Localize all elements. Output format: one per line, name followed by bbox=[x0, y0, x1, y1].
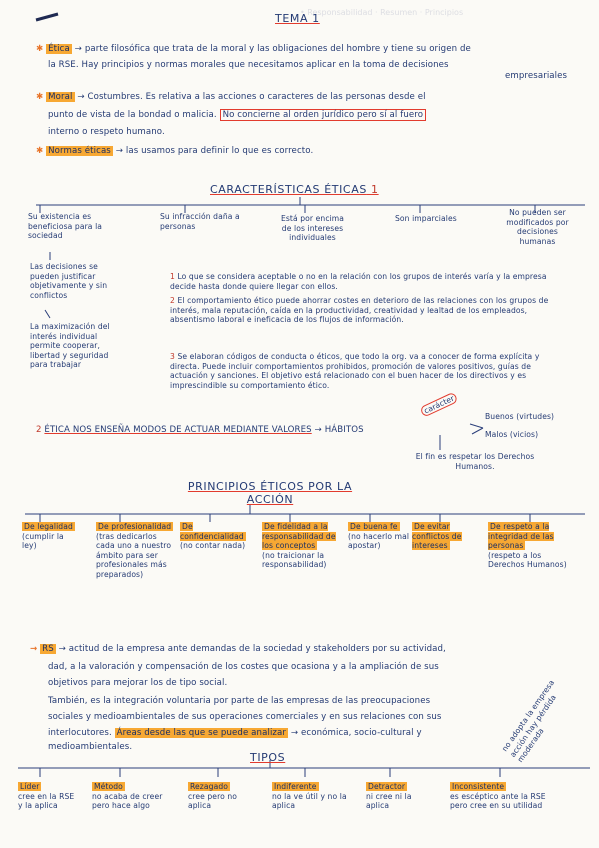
principio-4 bbox=[262, 522, 342, 570]
left-chain-2: La maximización del interés individual permite cooperar, libertad y seguridad para trabajar bbox=[30, 322, 110, 370]
moral-text-2-row bbox=[48, 110, 426, 121]
caracteristicas-heading-num: 1 bbox=[371, 183, 379, 196]
tipo-5-desc: ni cree ni la aplica bbox=[366, 791, 412, 811]
tipo-2-label: Método bbox=[94, 782, 123, 791]
moral-box: No concierne al orden jurídico pero sí al fuero bbox=[220, 109, 426, 121]
moral-text-3: interno o respeto humano. bbox=[48, 127, 165, 137]
tipo-6 bbox=[450, 782, 565, 811]
tipo-4-label: Indiferente bbox=[274, 782, 317, 791]
etica-text-2: la RSE. Hay principios y normas morales que necesitamos aplicar en la toma de decisiones bbox=[48, 60, 449, 70]
principio-3-label: De confidencialidad bbox=[180, 522, 244, 541]
branch-2: Su infracción daña a personas bbox=[160, 212, 240, 231]
caracteristicas-heading-text: CARACTERÍSTICAS ÉTICAS bbox=[210, 183, 367, 196]
principio-4-label: De fidelidad a la responsabilidad de los conceptos bbox=[262, 522, 336, 551]
left-chain-1: Las decisiones se pueden justificar objetivamente y sin conflictos bbox=[30, 262, 108, 300]
tipo-3-label: Rezagado bbox=[190, 782, 228, 791]
etica-definition: ✱ Ética → parte filosófica que trata de la moral y las obligaciones del hombre y tiene su origen de bbox=[36, 44, 471, 54]
principio-3-desc: (no contar nada) bbox=[180, 541, 246, 551]
moral-text-1: Costumbres. Es relativa a las acciones o caracteres de las personas desde el bbox=[87, 92, 426, 102]
tipo-1-label: Líder bbox=[20, 782, 40, 791]
point-1 bbox=[170, 272, 565, 291]
buenos-text: Buenos (virtudes) bbox=[485, 412, 555, 421]
tipo-1 bbox=[18, 782, 78, 811]
habitos-text: HÁBITOS bbox=[324, 425, 364, 435]
tipos-heading: TIPOS bbox=[250, 751, 286, 764]
rs-highlight: Áreas desde las que se puede analizar bbox=[116, 728, 287, 738]
branch-1: Su existencia es beneficiosa para la sociedad bbox=[28, 212, 103, 241]
malos-text: Malos (vicios) bbox=[485, 430, 539, 439]
principio-1-desc: (cumplir la ley) bbox=[22, 531, 64, 551]
principio-6 bbox=[412, 522, 482, 551]
principio-7-label: De respeto a la integridad de las personas bbox=[488, 522, 554, 551]
normas-term: Normas éticas bbox=[48, 146, 111, 156]
rs-term: RS bbox=[42, 644, 54, 654]
moral-text-2: punto de vista de la bondad o malicia. bbox=[48, 110, 217, 120]
tipo-6-label: Inconsistente bbox=[452, 782, 505, 791]
branch-3: Está por encima de los intereses individuales bbox=[280, 214, 345, 243]
fin-text: El fin es respetar los Derechos Humanos. bbox=[415, 452, 535, 471]
point-3-text: Se elaboran códigos de conducta o éticos, que todo la org. va a conocer de forma explícita y directa. Puede incluir comportamientos prohibidos, promoción de valores positivos, guías de actuación y sanciones. El objetivo está relacionado con el buen hacer de los directivos y es imprescindible su comportamiento ético. bbox=[170, 352, 540, 390]
etica-term: Ética bbox=[48, 44, 70, 54]
rs-text-4: También, es la integración voluntaria por parte de las empresas de las preocupaciones bbox=[48, 696, 431, 706]
page-title: TEMA 1 bbox=[275, 12, 320, 25]
point-2-num: 2 bbox=[170, 296, 175, 305]
principio-5 bbox=[348, 522, 410, 551]
tipo-1-desc: cree en la RSE y la aplica bbox=[18, 791, 75, 811]
point-3 bbox=[170, 352, 570, 390]
tipo-2 bbox=[92, 782, 177, 811]
branch-5: No pueden ser modificados por decisiones humanas bbox=[506, 208, 569, 246]
principios-heading-1: PRINCIPIOS ÉTICOS POR LA bbox=[187, 480, 353, 493]
tipo-2-desc: no acaba de creer pero hace algo bbox=[92, 791, 163, 811]
principio-4-desc: (no traicionar la responsabilidad) bbox=[262, 550, 327, 570]
principios-heading-2: ACCIÓN bbox=[246, 493, 294, 506]
principio-7 bbox=[488, 522, 578, 570]
principio-5-desc: (no hacerlo mal apostar) bbox=[348, 531, 410, 551]
rs-text-6b: económica, socio-cultural y bbox=[301, 728, 422, 738]
ensena-line: 2 ÉTICA NOS ENSEÑA MODOS DE ACTUAR MEDIANTE VALORES → HÁBITOS bbox=[36, 425, 364, 435]
tipo-3-desc: cree pero no aplica bbox=[188, 791, 238, 811]
tipo-5-label: Detractor bbox=[368, 782, 406, 791]
normas-definition: ✱ Normas éticas → las usamos para definir lo que es correcto. bbox=[36, 146, 314, 156]
tipo-4-desc: no la ve útil y no la aplica bbox=[272, 791, 347, 811]
principio-2 bbox=[96, 522, 176, 580]
rs-text-6-row: interlocutores. Áreas desde las que se puede analizar → económica, socio-cultural y bbox=[48, 728, 422, 738]
tipo-3 bbox=[188, 782, 258, 811]
rs-text-2: dad, a la valoración y compensación de los costes que ocasiona y a la ampliación de sus bbox=[48, 662, 439, 672]
point-2 bbox=[170, 296, 565, 325]
tipo-4 bbox=[272, 782, 347, 811]
principio-6-label: De evitar conflictos de intereses bbox=[412, 522, 462, 551]
point-3-num: 3 bbox=[170, 352, 175, 361]
ensena-text: ÉTICA NOS ENSEÑA MODOS DE ACTUAR MEDIANTE VALORES bbox=[44, 425, 312, 435]
etica-text-2b: empresariales bbox=[505, 71, 568, 81]
etica-text-1: parte filosófica que trata de la moral y las obligaciones del hombre y tiene su origen de bbox=[84, 44, 471, 54]
tipo-6-desc: es escéptico ante la RSE pero cree en su utilidad bbox=[450, 791, 546, 811]
ensena-num: 2 bbox=[36, 425, 42, 435]
rs-definition: → RS → actitud de la empresa ante demandas de la sociedad y stakeholders por su actividad, bbox=[30, 644, 446, 654]
principio-3 bbox=[180, 522, 258, 551]
point-1-text: Lo que se considera aceptable o no en la relación con los grupos de interés varía y la empresa decide hasta donde quiere llegar con ellos. bbox=[170, 272, 547, 291]
principio-5-label: De buena fe bbox=[350, 522, 398, 531]
rs-text-7: medioambientales. bbox=[48, 742, 133, 752]
caracteristicas-heading bbox=[210, 184, 379, 195]
normas-text: las usamos para definir lo que es correcto. bbox=[125, 146, 314, 156]
principio-7-desc: (respeto a los Derechos Humanos) bbox=[488, 550, 567, 570]
point-2-text: El comportamiento ético puede ahorrar costes en deterioro de las relaciones con los grupos de interés, mala reputación, caída en la productividad, creatividad y lealtad de los empleados, absentismo laboral e ineficacia de los flujos de información. bbox=[170, 296, 549, 325]
rs-text-6: interlocutores. bbox=[48, 728, 112, 738]
rs-text-1: actitud de la empresa ante demandas de la sociedad y stakeholders por su actividad, bbox=[68, 644, 446, 654]
rs-text-5: sociales y medioambientales de sus operaciones comerciales y en sus relaciones con sus bbox=[48, 712, 442, 722]
tipo-5 bbox=[366, 782, 426, 811]
rs-text-3: objetivos para mejorar los de tipo social. bbox=[48, 678, 228, 688]
tipos-side-note: no adopta la empresa acción hay pérdida moderada bbox=[500, 678, 558, 765]
branch-4: Son imparciales bbox=[395, 214, 457, 223]
moral-definition: ✱ Moral → Costumbres. Es relativa a las acciones o caracteres de las personas desde el bbox=[36, 92, 426, 102]
caracter-note bbox=[420, 392, 459, 417]
principio-2-desc: (tras dedicarlos cada uno a nuestro ámbito para ser profesionales más preparados) bbox=[96, 531, 172, 579]
principio-1 bbox=[22, 522, 80, 551]
bleed-through: • Responsabilidad · Resumen · Principios bbox=[300, 8, 464, 17]
point-1-num: 1 bbox=[170, 272, 175, 281]
principio-1-label: De legalidad bbox=[24, 522, 73, 531]
caracter-text: carácter bbox=[419, 391, 458, 417]
principio-2-label: De profesionalidad bbox=[98, 522, 172, 531]
moral-term: Moral bbox=[48, 92, 73, 102]
